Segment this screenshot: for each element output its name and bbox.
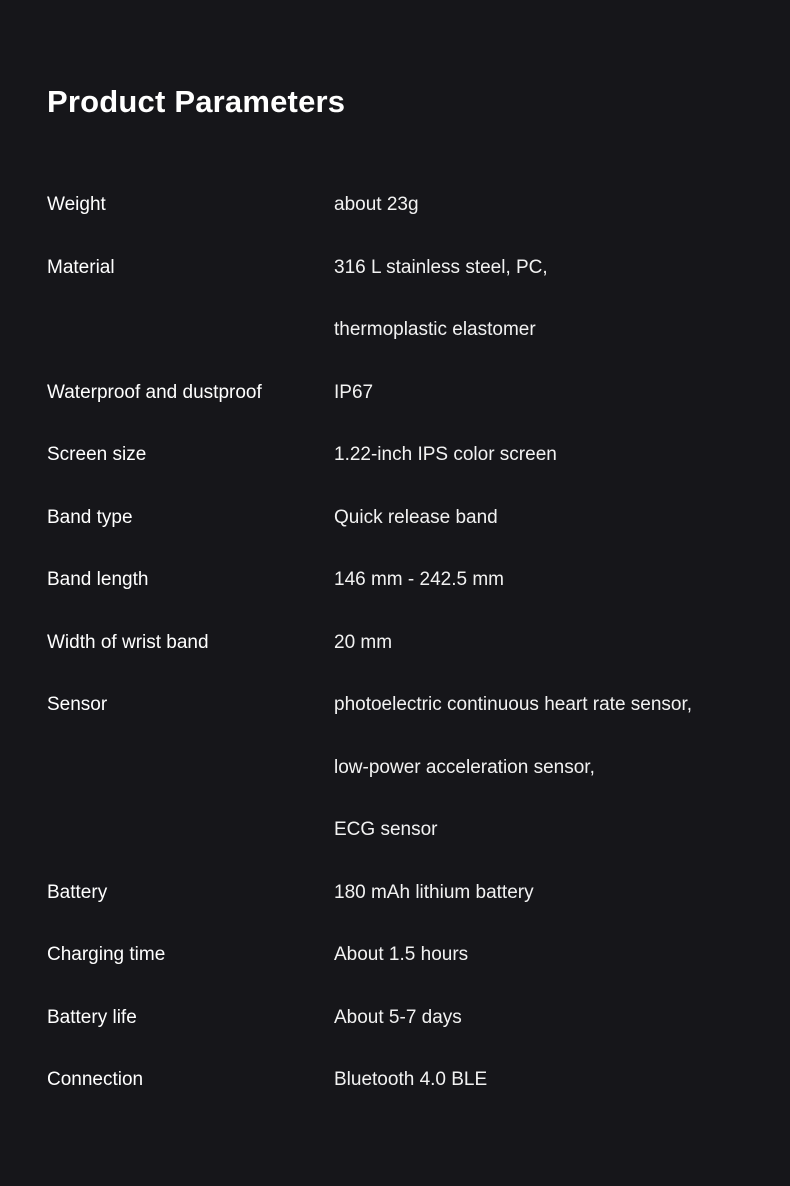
param-value: Quick release band	[334, 506, 498, 528]
param-row-waterproof	[47, 362, 747, 425]
param-value: photoelectric continuous heart rate sensor,	[334, 694, 693, 715]
param-value: low-power acceleration sensor,	[334, 756, 595, 778]
param-value: ECG sensor	[334, 819, 438, 840]
param-values	[334, 487, 747, 550]
parameters-list	[47, 174, 747, 1112]
param-values	[334, 862, 747, 925]
param-row-material	[47, 237, 747, 362]
param-row-weight	[47, 174, 747, 237]
param-row-connection	[47, 1049, 747, 1112]
param-label: Connection	[47, 1069, 144, 1090]
param-values	[334, 549, 747, 612]
param-label: Battery	[47, 881, 108, 903]
param-values	[334, 612, 747, 675]
page-title: Product Parameters	[47, 84, 346, 119]
param-values	[334, 237, 747, 362]
param-row-band-type	[47, 487, 747, 550]
param-label: Sensor	[47, 694, 108, 715]
param-label: Band length	[47, 569, 149, 590]
param-values	[334, 424, 747, 487]
param-value: About 5-7 days	[334, 1006, 462, 1028]
param-value: 1.22-inch IPS color screen	[334, 444, 557, 465]
param-row-charging-time	[47, 924, 747, 987]
param-row-battery	[47, 862, 747, 925]
param-values	[334, 362, 747, 425]
param-row-screen-size	[47, 424, 747, 487]
param-value: 20 mm	[334, 631, 393, 653]
param-value: thermoplastic elastomer	[334, 319, 536, 340]
param-row-band-width	[47, 612, 747, 675]
param-values	[334, 924, 747, 987]
param-label: Charging time	[47, 944, 166, 965]
param-value: 316 L stainless steel, PC,	[334, 256, 548, 278]
param-row-sensor	[47, 674, 747, 862]
param-values	[334, 174, 747, 237]
param-value: 146 mm - 242.5 mm	[334, 569, 504, 590]
param-value: about 23g	[334, 194, 419, 215]
param-value: About 1.5 hours	[334, 944, 469, 965]
param-label: Material	[47, 256, 115, 278]
param-values	[334, 987, 747, 1050]
param-value: 180 mAh lithium battery	[334, 881, 534, 903]
param-label: Waterproof and dustproof	[47, 381, 262, 403]
param-label: Battery life	[47, 1006, 137, 1028]
param-label: Weight	[47, 194, 106, 215]
param-row-band-length	[47, 549, 747, 612]
param-label: Band type	[47, 506, 133, 528]
param-label: Screen size	[47, 444, 147, 465]
param-values	[334, 1049, 747, 1112]
param-label: Width of wrist band	[47, 631, 209, 653]
param-values	[334, 674, 747, 862]
param-row-battery-life	[47, 987, 747, 1050]
param-value: IP67	[334, 381, 374, 403]
param-value: Bluetooth 4.0 BLE	[334, 1069, 488, 1090]
